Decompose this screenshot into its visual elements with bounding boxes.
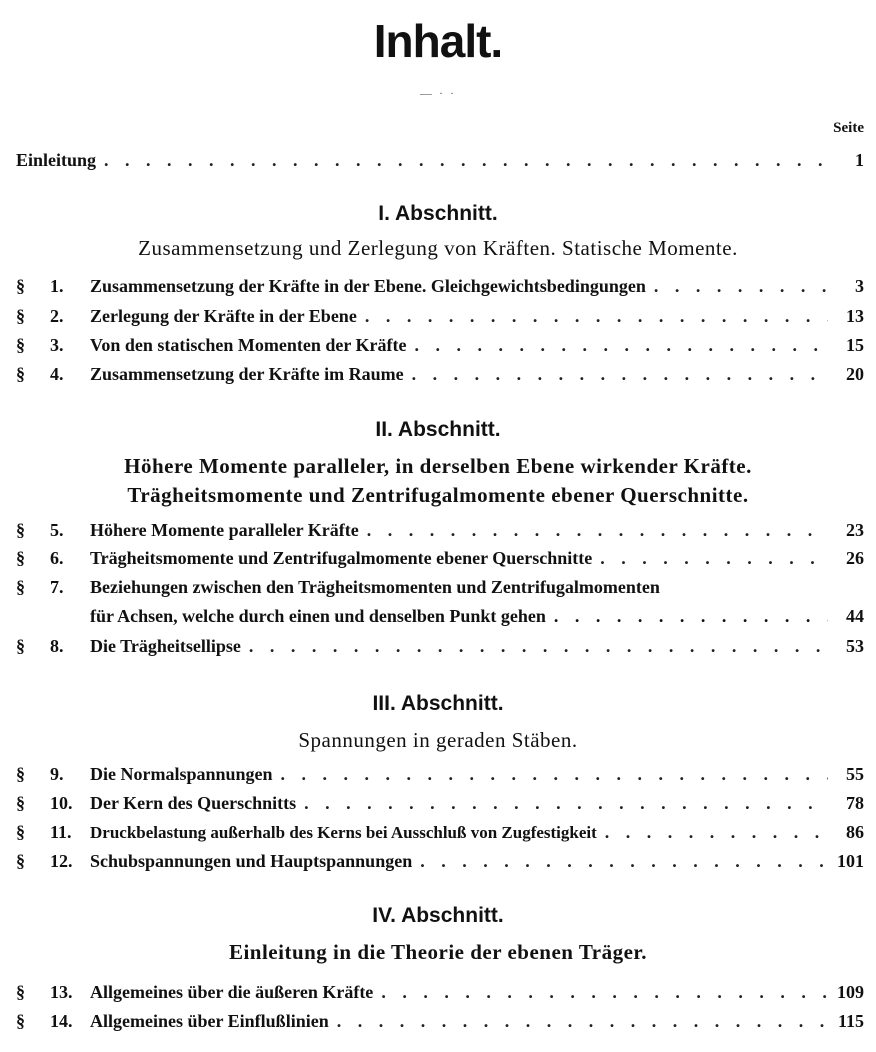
dot-leader — [420, 851, 828, 872]
toc-entry-text: für Achsen, welche durch einen und denselben Punkt gehen — [90, 606, 546, 626]
section-heading-4: IV. Abschnitt. — [372, 904, 504, 927]
toc-entry-page: 101 — [837, 851, 864, 871]
toc-entry-number: 8. — [50, 636, 64, 656]
toc-entry-text: Zusammensetzung der Kräfte im Raume — [90, 364, 404, 384]
toc-entry-text: Schubspannungen und Hauptspannungen — [90, 851, 413, 871]
toc-entry[interactable] — [16, 520, 864, 546]
dot-leader — [281, 764, 828, 785]
toc-entry-text: Trägheitsmomente und Zentrifugalmomente ebener Querschnitte — [90, 548, 593, 568]
title-ornament: — · · — [420, 86, 456, 100]
toc-entry[interactable] — [16, 1011, 864, 1037]
toc-entry[interactable] — [16, 364, 864, 390]
toc-entry-text: Zusammensetzung der Kräfte in der Ebene. Gleichgewichtsbedingungen — [90, 276, 646, 296]
toc-entry-text: Einleitung — [16, 150, 97, 170]
toc-entry-text: Zerlegung der Kräfte in der Ebene — [90, 306, 357, 326]
paragraph-sign: § — [16, 548, 25, 568]
dot-leader — [654, 276, 828, 297]
dot-leader — [365, 306, 828, 327]
toc-entry[interactable] — [16, 636, 864, 662]
dot-leader — [249, 636, 828, 657]
page-title: Inhalt. — [373, 15, 503, 67]
toc-entry-page: 3 — [855, 276, 864, 296]
paragraph-sign: § — [16, 276, 25, 296]
section-heading-2: II. Abschnitt. — [375, 418, 501, 441]
toc-entry-number: 10. — [50, 793, 73, 813]
section-subtitle-3: Spannungen in geraden Stäben. — [298, 728, 578, 752]
toc-entry-text: Der Kern des Querschnitts — [90, 793, 297, 813]
toc-entry[interactable] — [16, 577, 864, 603]
dot-leader — [381, 982, 828, 1003]
toc-entry[interactable] — [16, 822, 864, 848]
toc-entry-text: Druckbelastung außerhalb des Kerns bei Ausschluß von Zugfestigkeit — [90, 823, 597, 842]
dot-leader — [304, 793, 828, 814]
dot-leader — [605, 822, 828, 843]
toc-entry[interactable] — [16, 335, 864, 361]
paragraph-sign: § — [16, 335, 25, 355]
toc-entry-text: Allgemeines über Einflußlinien — [90, 1011, 329, 1031]
paragraph-sign: § — [16, 577, 25, 597]
toc-entry-number: 5. — [50, 520, 64, 540]
toc-entry-number: 13. — [50, 982, 73, 1002]
toc-entry-text: Von den statischen Momenten der Kräfte — [90, 335, 407, 355]
toc-entry-page: 1 — [855, 150, 864, 170]
section-subtitle-1: Zusammensetzung und Zerlegung von Kräften. Statische Momente. — [138, 236, 738, 260]
toc-entry-page: 115 — [837, 1011, 864, 1031]
section-subtitle-4: Einleitung in die Theorie der ebenen Träger. — [228, 940, 648, 964]
paragraph-sign: § — [16, 520, 25, 540]
paragraph-sign: § — [16, 851, 25, 871]
toc-entry-page: 55 — [846, 764, 864, 784]
paragraph-sign: § — [16, 364, 25, 384]
toc-entry-number: 14. — [50, 1011, 73, 1031]
paragraph-sign: § — [16, 822, 25, 842]
toc-entry-page: 86 — [846, 822, 864, 842]
toc-entry-text: Die Normalspannungen — [90, 764, 273, 784]
toc-entry-text: Die Trägheitsellipse — [90, 636, 241, 656]
dot-leader — [412, 364, 828, 385]
toc-entry-page: 20 — [846, 364, 864, 384]
toc-entry[interactable] — [16, 548, 864, 574]
paragraph-sign: § — [16, 764, 25, 784]
toc-entry-page: 78 — [846, 793, 864, 813]
toc-entry-number: 6. — [50, 548, 64, 568]
paragraph-sign: § — [16, 636, 25, 656]
toc-entry-page: 26 — [846, 548, 864, 568]
dot-leader — [367, 520, 828, 541]
toc-entry-number: 3. — [50, 335, 64, 355]
paragraph-sign: § — [16, 306, 25, 326]
paragraph-sign: § — [16, 982, 25, 1002]
toc-entry-number: 7. — [50, 577, 64, 597]
toc-entry-page: 13 — [846, 306, 864, 326]
toc-entry-number: 12. — [50, 851, 73, 871]
dot-leader — [414, 335, 828, 356]
toc-entry[interactable] — [16, 851, 864, 877]
dot-leader — [554, 606, 828, 627]
page-column-label: Seite — [833, 120, 864, 136]
section-subtitle-2b: Trägheitsmomente und Zentrifugalmomente ebener Querschnitte. — [127, 483, 749, 507]
toc-entry[interactable] — [16, 982, 864, 1008]
section-heading-3: III. Abschnitt. — [372, 692, 504, 715]
toc-entry[interactable] — [16, 306, 864, 332]
section-subtitle-2a: Höhere Momente paralleler, in derselben Ebene wirkender Kräfte. — [124, 454, 752, 478]
toc-entry-page: 109 — [837, 982, 864, 1002]
toc-entry-number: 1. — [50, 276, 64, 296]
dot-leader — [104, 150, 828, 171]
paragraph-sign: § — [16, 793, 25, 813]
dot-leader — [600, 548, 828, 569]
toc-entry-number: 9. — [50, 764, 64, 784]
toc-entry-einleitung[interactable] — [16, 150, 864, 176]
toc-entry-continuation[interactable] — [90, 606, 864, 632]
toc-entry-number: 4. — [50, 364, 64, 384]
section-heading-1: I. Abschnitt. — [378, 202, 498, 225]
paragraph-sign: § — [16, 1011, 25, 1031]
toc-entry-page: 15 — [846, 335, 864, 355]
toc-entry-number: 11. — [50, 822, 72, 842]
toc-entry-page: 53 — [846, 636, 864, 656]
toc-entry-page: 44 — [846, 606, 864, 626]
toc-entry-number: 2. — [50, 306, 64, 326]
toc-entry[interactable] — [16, 276, 864, 302]
toc-entry[interactable] — [16, 793, 864, 819]
toc-entry-text: Beziehungen zwischen den Trägheitsmomenten und Zentrifugalmomenten — [90, 577, 660, 597]
toc-entry-page: 23 — [846, 520, 864, 540]
toc-entry-text: Allgemeines über die äußeren Kräfte — [90, 982, 374, 1002]
dot-leader — [337, 1011, 828, 1032]
toc-entry-text: Höhere Momente paralleler Kräfte — [90, 520, 359, 540]
toc-entry[interactable] — [16, 764, 864, 790]
